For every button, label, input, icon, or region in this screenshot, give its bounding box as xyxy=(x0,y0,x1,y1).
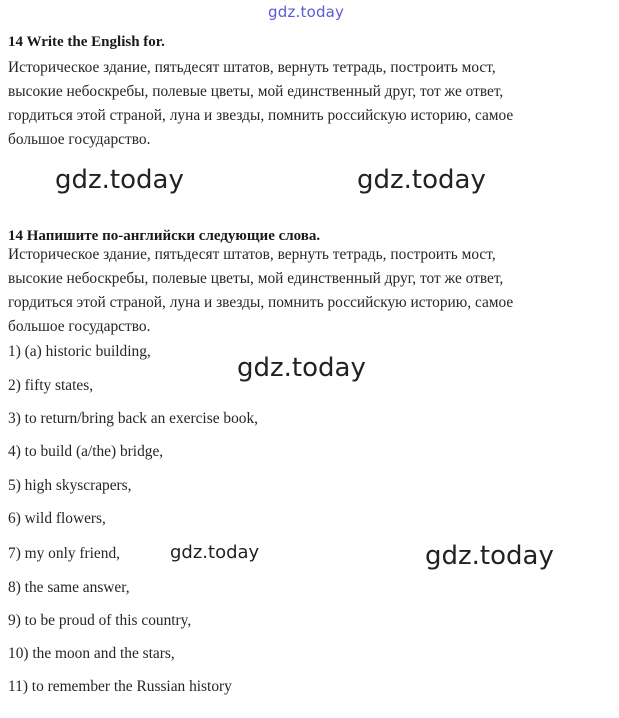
watermark-text: gdz.today xyxy=(237,353,366,383)
answer-item: 5) high skyscrapers, xyxy=(8,477,132,494)
section2-line: Историческое здание, пятьдесят штатов, вернуть тетрадь, построить мост, xyxy=(8,246,496,263)
section2-line: гордиться этой страной, луна и звезды, помнить российскую историю, самое xyxy=(8,294,514,311)
section2-line: большое государство. xyxy=(8,318,151,335)
answer-item: 8) the same answer, xyxy=(8,579,130,596)
watermark-text: gdz.today xyxy=(55,165,184,195)
answer-item: 3) to return/bring back an exercise book, xyxy=(8,410,259,427)
section1-heading: 14 Write the English for. xyxy=(8,34,165,50)
section2-paragraph xyxy=(8,243,608,339)
watermark-text: gdz.today xyxy=(357,165,486,195)
answer-item: 1) (a) historic building, xyxy=(8,343,151,360)
section1-line: Историческое здание, пятьдесят штатов, вернуть тетрадь, построить мост, xyxy=(8,59,496,76)
watermark-text: gdz.today xyxy=(425,541,554,571)
answer-item: 11) to remember the Russian history xyxy=(8,678,232,695)
section1-line: высокие небоскребы, полевые цветы, мой единственный друг, тот же ответ, xyxy=(8,83,504,100)
watermark-text: gdz.today xyxy=(170,542,260,563)
section2-line: высокие небоскребы, полевые цветы, мой единственный друг, тот же ответ, xyxy=(8,270,504,287)
answer-item: 4) to build (a/the) bridge, xyxy=(8,443,164,460)
answer-item: 7) my only friend, xyxy=(8,545,120,562)
section1-paragraph xyxy=(8,56,608,152)
section1-line: гордиться этой страной, луна и звезды, помнить российскую историю, самое xyxy=(8,107,514,124)
top-watermark: gdz.today xyxy=(268,3,345,21)
answer-item: 10) the moon and the stars, xyxy=(8,645,175,662)
answer-item: 6) wild flowers, xyxy=(8,510,106,527)
section2-heading: 14 Напишите по-английски следующие слова. xyxy=(8,228,321,244)
answer-item: 2) fifty states, xyxy=(8,377,94,394)
answer-item: 9) to be proud of this country, xyxy=(8,612,192,629)
section1-line: большое государство. xyxy=(8,131,151,148)
